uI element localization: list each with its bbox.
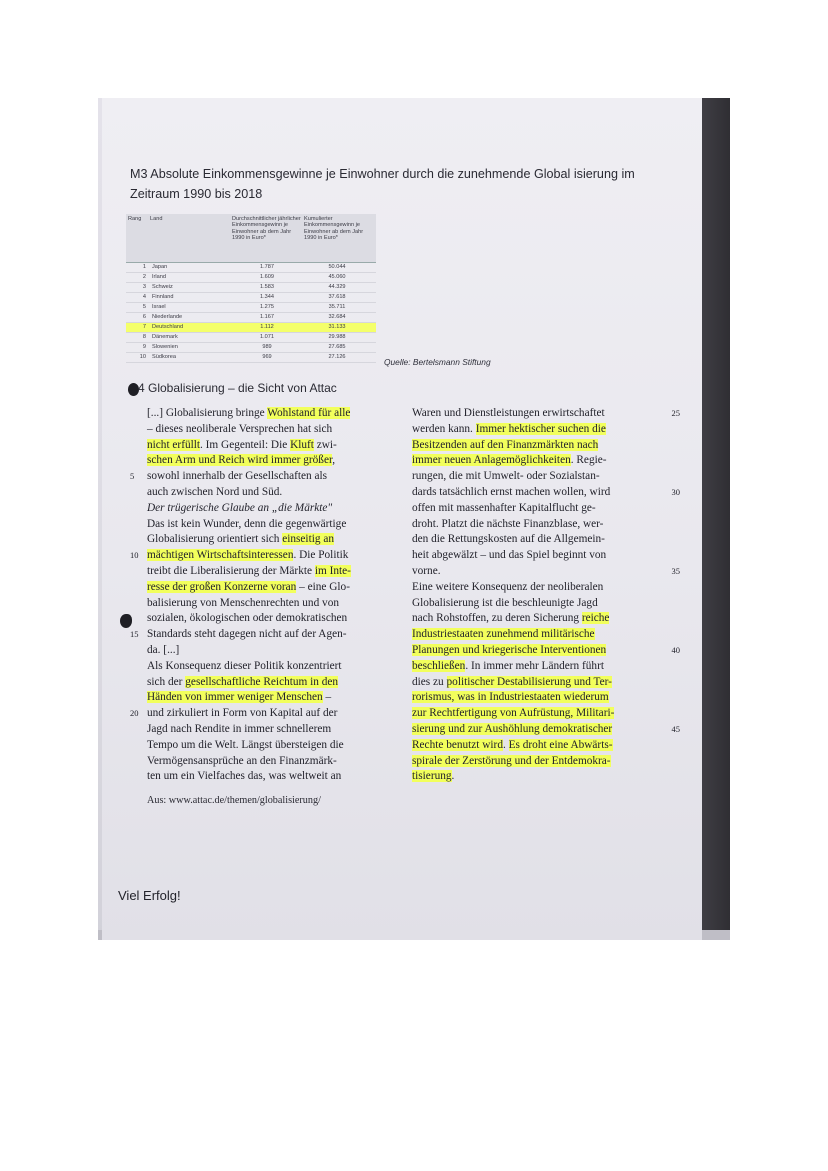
cell-country: Slowenien: [152, 344, 178, 350]
worksheet-paper: [102, 98, 702, 940]
line-number: 45: [671, 723, 680, 734]
text-line: [412, 517, 662, 533]
text-line: [147, 485, 389, 501]
text-line: [147, 611, 389, 627]
highlighted-text: Wohlstand für alle: [267, 407, 351, 419]
text-line: [412, 769, 662, 785]
desk-background: [702, 98, 730, 940]
cell-rank: 8: [142, 334, 146, 340]
cell-average-gain: 989: [262, 344, 272, 350]
header-rank: Rang: [128, 216, 142, 222]
line-text: Globalisierung orientiert sich: [147, 533, 283, 546]
cell-average-gain: 1.275: [260, 304, 274, 310]
line-text: sich der: [147, 675, 186, 688]
cell-cumulative-gain: 35.711: [328, 304, 346, 310]
line-text: Das ist kein Wunder, denn die gegenwärtige: [147, 517, 347, 530]
photo-of-worksheet: [98, 98, 730, 940]
line-text: rungen, die mit Umwelt- oder Sozialstan-: [412, 470, 600, 483]
line-text: auch zwischen Nord und Süd.: [147, 485, 283, 498]
highlighted-text: Händen von immer weniger Menschen: [147, 691, 323, 704]
line-text: Jagd nach Rendite in immer schnellerem: [147, 722, 332, 735]
cell-cumulative-gain: 44.329: [328, 284, 346, 290]
text-line: [147, 517, 389, 533]
line-text: sowohl innerhalb der Gesellschaften als: [147, 470, 328, 483]
line-text: – eine Glo-: [296, 580, 350, 593]
text-line: [147, 643, 389, 659]
line-text: Als Konsequenz dieser Politik konzentriert: [147, 659, 342, 672]
highlighted-text: Planungen und kriegerische Interventionen: [412, 643, 607, 656]
line-text: Der trügerische Glaube an „die Märkte": [147, 501, 333, 514]
cell-country: Dänemark: [152, 334, 178, 340]
highlighted-text: Immer hektischer suchen die: [475, 422, 606, 435]
cell-cumulative-gain: 50.044: [328, 264, 346, 270]
highlighted-text: Industriestaaten zunehmend militärische: [412, 628, 595, 641]
cell-country: Schweiz: [152, 284, 173, 290]
cell-rank: 10: [139, 354, 146, 360]
m3-title-line-1: M3 Absolute Einkommensgewinne je Einwohner durch die zunehmende Global isierung im: [130, 167, 635, 181]
line-text: werden kann.: [412, 422, 476, 435]
text-line: [130, 627, 389, 643]
line-text: Waren und Dienstleistungen erwirtschaftet: [412, 407, 605, 419]
header-country: Land: [150, 216, 163, 222]
highlighted-text: beschließen: [412, 659, 466, 672]
m3-title-line-2: Zeitraum 1990 bis 2018: [130, 187, 263, 201]
text-line: [412, 564, 680, 580]
cell-average-gain: 1.609: [260, 274, 274, 280]
line-text: droht. Platzt die nächste Finanzblase, wer-: [412, 517, 604, 530]
cell-average-gain: 1.583: [260, 284, 274, 290]
text-line: [147, 564, 389, 580]
cell-rank: 6: [142, 314, 146, 320]
cell-country: Deutschland: [152, 324, 184, 330]
line-text: Eine weitere Konsequenz der neoliberalen: [412, 580, 604, 593]
table-row: [126, 323, 376, 333]
line-text: vorne.: [412, 564, 441, 577]
highlighted-text: gesellschaftliche Reichtum in den: [185, 675, 339, 688]
line-text: ,: [332, 454, 336, 467]
closing-greeting: Viel Erfolg!: [118, 888, 181, 903]
text-line: [147, 596, 389, 612]
highlighted-text: zur Rechtfertigung von Aufrüstung, Militari-: [412, 707, 615, 720]
line-text: den die Rettungskosten auf die Allgemein-: [412, 533, 605, 546]
text-line: [412, 722, 680, 738]
text-line: [147, 738, 389, 754]
line-text: balisierung von Menschenrechten und von: [147, 596, 339, 609]
line-text: . Im Gegenteil: Die: [200, 438, 291, 451]
header-cumulative-gain: Kumulierter Einkommensgewinn je Einwohner ab dem Jahr 1990 in Euro*: [304, 216, 364, 242]
text-line: [412, 596, 662, 612]
text-line: [412, 611, 662, 627]
highlighted-text: mächtigen Wirtschaftsinteressen: [147, 549, 294, 562]
cell-country: Finnland: [152, 294, 174, 300]
text-line: [412, 754, 662, 770]
table-header: [126, 214, 376, 263]
text-line: [147, 501, 389, 517]
cell-rank: 5: [142, 304, 146, 310]
highlighted-text: tisierung: [412, 770, 452, 783]
text-column-right: [412, 406, 680, 785]
text-line: [412, 485, 680, 501]
table-row: [126, 333, 376, 343]
cell-cumulative-gain: 27.685: [328, 344, 346, 350]
text-line: [412, 406, 680, 422]
highlighted-text: rorismus, was in Industriestaaten wiederum: [412, 691, 609, 704]
text-line: [147, 438, 389, 454]
cell-rank: 2: [142, 274, 146, 280]
table-row: [126, 263, 376, 273]
cell-cumulative-gain: 45.060: [328, 274, 346, 280]
hole-punch-mark: [120, 614, 132, 628]
table-source: Quelle: Bertelsmann Stiftung: [384, 357, 491, 367]
text-line: [130, 706, 389, 722]
cell-country: Japan: [152, 264, 168, 270]
line-text: da. [...]: [147, 643, 180, 656]
text-line: [147, 580, 389, 596]
line-text: und zirkuliert in Form von Kapital auf der: [147, 707, 338, 720]
text-line: [147, 769, 389, 785]
line-number: 35: [671, 565, 680, 576]
cell-average-gain: 1.344: [260, 294, 274, 300]
text-line: [412, 580, 662, 596]
cell-average-gain: 1.167: [260, 314, 274, 320]
cell-country: Israel: [152, 304, 166, 310]
line-number: 40: [671, 644, 680, 655]
m4-title: 4 Globalisierung – die Sicht von Attac: [138, 381, 337, 395]
text-line: [412, 706, 662, 722]
line-number: 30: [671, 486, 680, 497]
line-text: nach Rohstoffen, zu deren Sicherung: [412, 612, 582, 625]
text-line: [412, 532, 662, 548]
cell-cumulative-gain: 31.133: [328, 324, 346, 330]
m3-title: [130, 164, 660, 204]
text-line: [412, 548, 662, 564]
table-row: [126, 353, 376, 363]
table-row: [126, 343, 376, 353]
highlighted-text: nicht erfüllt: [147, 438, 201, 451]
cell-rank: 3: [142, 284, 146, 290]
text-line: [412, 469, 662, 485]
header-average-gain: Durchschnittlicher jährlicher Einkommensgewinn je Einwohner ab dem Jahr 1990 in Euro*: [232, 216, 301, 242]
table-row: [126, 313, 376, 323]
text-line: [412, 501, 662, 517]
cell-country: Südkorea: [152, 354, 176, 360]
highlighted-text: im Inte-: [314, 564, 351, 577]
line-text: –: [322, 691, 332, 704]
cell-cumulative-gain: 32.684: [328, 314, 346, 320]
line-text: Globalisierung ist die beschleunigte Jagd: [412, 596, 598, 609]
line-text: [...] Globalisierung bringe: [147, 407, 268, 419]
table-row: [126, 293, 376, 303]
line-text: dies zu: [412, 675, 447, 688]
table-row: [126, 283, 376, 293]
text-line: [147, 659, 389, 675]
line-number: 15: [130, 629, 139, 640]
highlighted-text: spirale der Zerstörung und der Entdemokra-: [412, 754, 611, 767]
text-line: [412, 675, 662, 691]
text-line: [130, 548, 389, 564]
highlighted-text: sierung und zur Aushöhlung demokratischer: [412, 722, 613, 735]
line-text: zwi-: [313, 438, 337, 451]
text-line: [147, 422, 389, 438]
table-row: [126, 303, 376, 313]
line-text: offen mit massenhafter Kapitalflucht ge-: [412, 501, 596, 514]
cell-cumulative-gain: 27.126: [328, 354, 346, 360]
cell-average-gain: 1.112: [260, 324, 274, 330]
text-column-left: [130, 406, 389, 785]
table-body: [126, 263, 376, 363]
highlighted-text: Besitzenden auf den Finanzmärkten nach: [412, 438, 599, 451]
highlighted-text: Es droht eine Abwärts-: [508, 738, 613, 751]
line-text: heit abgewälzt – und das Spiel beginnt von: [412, 549, 607, 562]
line-number: 25: [671, 408, 680, 418]
highlighted-text: einseitig an: [282, 533, 334, 546]
line-text: .: [451, 770, 455, 783]
text-line: [412, 690, 662, 706]
cell-rank: 1: [142, 264, 146, 270]
text-line: [412, 627, 662, 643]
text-line: [147, 453, 389, 469]
line-text: dards tatsächlich ernst machen wollen, wird: [412, 485, 611, 498]
line-text: Standards steht dagegen nicht auf der Agen-: [147, 628, 347, 641]
cell-rank: 9: [142, 344, 146, 350]
line-text: .: [502, 738, 509, 751]
line-text: – dieses neoliberale Versprechen hat sich: [147, 422, 333, 435]
highlighted-text: Kluft: [290, 438, 314, 451]
cell-cumulative-gain: 29.988: [328, 334, 346, 340]
highlighted-text: Rechte benutzt wird: [412, 738, 503, 751]
cell-rank: 4: [142, 294, 146, 300]
text-line: [147, 690, 389, 706]
source-reference: Aus: www.attac.de/themen/globalisierung/: [147, 795, 321, 806]
text-line: [147, 675, 389, 691]
text-line: [412, 453, 662, 469]
text-line: [412, 438, 662, 454]
highlighted-text: reiche: [581, 612, 610, 625]
line-number: 5: [130, 471, 135, 482]
text-line: [412, 738, 662, 754]
highlighted-text: schen Arm und Reich wird immer größer: [147, 454, 333, 467]
cell-rank: 7: [142, 324, 146, 330]
line-text: Tempo um die Welt. Längst übersteigen die: [147, 738, 344, 751]
highlighted-text: resse der großen Konzerne voran: [147, 580, 297, 593]
line-number: 20: [130, 708, 139, 719]
highlighted-text: politischer Destabilisierung und Ter-: [446, 675, 612, 688]
line-text: Vermögensansprüche an den Finanzmärk-: [147, 754, 337, 767]
line-text: ten um ein Vielfaches das, was weltweit an: [147, 770, 342, 783]
text-line: [412, 659, 662, 675]
line-number: 10: [130, 550, 139, 561]
cell-country: Niederlande: [152, 314, 183, 320]
income-table: [126, 214, 376, 363]
line-text: . Regie-: [570, 454, 607, 467]
cell-cumulative-gain: 37.618: [328, 294, 346, 300]
line-text: treibt die Liberalisierung der Märkte: [147, 564, 315, 577]
text-line: [147, 722, 389, 738]
table-row: [126, 273, 376, 283]
text-line: [147, 406, 389, 422]
cell-average-gain: 1.071: [260, 334, 274, 340]
text-line: [147, 532, 389, 548]
text-line: [147, 754, 389, 770]
text-line: [412, 643, 680, 659]
line-text: . In immer mehr Ländern führt: [465, 659, 604, 672]
highlighted-text: immer neuen Anlagemöglichkeiten: [412, 454, 571, 467]
cell-average-gain: 969: [262, 354, 272, 360]
text-line: [130, 469, 389, 485]
cell-average-gain: 1.787: [260, 264, 274, 270]
line-text: . Die Politik: [293, 549, 349, 562]
cell-country: Irland: [152, 274, 166, 280]
line-text: sozialen, ökologischen oder demokratischen: [147, 612, 348, 625]
text-line: [412, 422, 662, 438]
